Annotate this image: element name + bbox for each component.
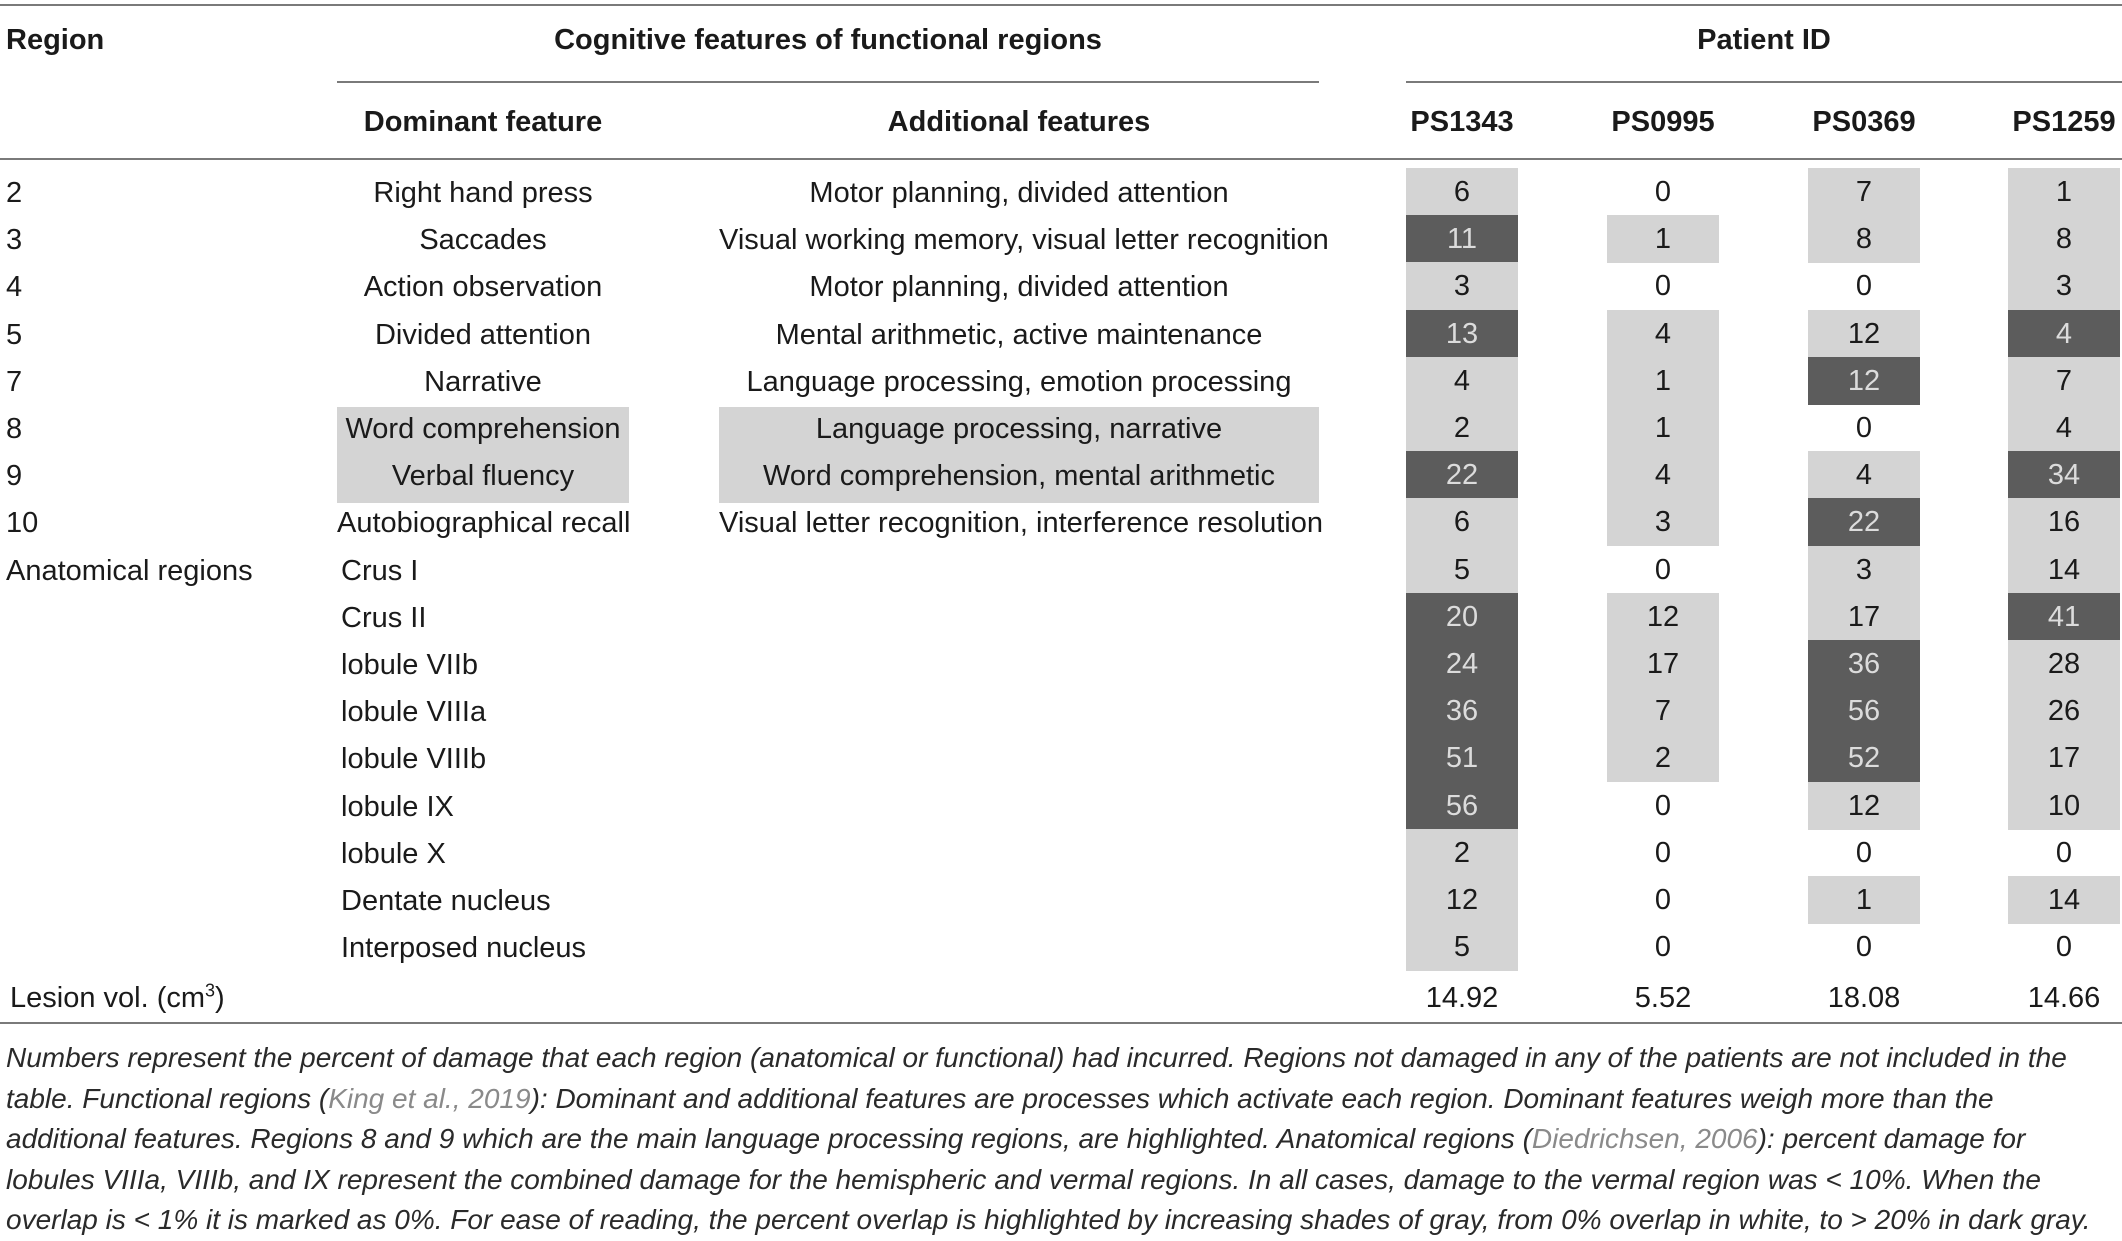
row-region: 9 <box>6 460 23 492</box>
row-region: 4 <box>6 271 23 303</box>
row-dominant: Saccades <box>419 224 547 256</box>
lesion-value: 14.92 <box>1425 982 1499 1014</box>
lesion-value: 14.66 <box>2027 982 2101 1014</box>
row-value: 0 <box>1855 931 1873 963</box>
row-additional: Motor planning, divided attention <box>809 271 1229 303</box>
lesion-value: 5.52 <box>1634 982 1692 1014</box>
row-value: 3 <box>2008 262 2120 310</box>
row-value: 17 <box>1607 640 1719 688</box>
row-value: 56 <box>1406 782 1518 830</box>
row-value: 4 <box>2008 310 2120 358</box>
row-value: 0 <box>1855 837 1873 869</box>
row-value: 36 <box>1406 687 1518 735</box>
row-value: 12 <box>1808 357 1920 405</box>
row-value: 10 <box>2008 782 2120 830</box>
row-value: 0 <box>1654 176 1672 208</box>
row-region: 10 <box>6 507 39 539</box>
row-value: 5 <box>1406 923 1518 971</box>
row-additional: Visual letter recognition, interference resolution <box>719 507 1323 539</box>
row-region: 5 <box>6 319 23 351</box>
row-value: 13 <box>1406 310 1518 358</box>
lesion-value: 18.08 <box>1827 982 1901 1014</box>
row-value: 0 <box>1855 412 1873 444</box>
row-additional: Word comprehension, mental arithmetic <box>762 460 1276 492</box>
row-value: 0 <box>1654 554 1672 586</box>
row-dominant: lobule VIIIb <box>341 743 487 775</box>
lesion-label-text: Lesion vol. (cm <box>10 982 206 1014</box>
row-additional: Mental arithmetic, active maintenance <box>775 319 1263 351</box>
row-dominant: Interposed nucleus <box>341 932 587 964</box>
row-additional: Language processing, emotion processing <box>746 366 1292 398</box>
patient-header-rule <box>1406 81 2122 83</box>
row-value: 52 <box>1808 734 1920 782</box>
header-bottom-rule <box>0 158 2122 160</box>
row-value: 6 <box>1406 168 1518 216</box>
row-value: 2 <box>1406 829 1518 877</box>
row-dominant: Crus I <box>341 555 419 587</box>
header-patient: PS0995 <box>1611 106 1715 138</box>
row-region: 8 <box>6 413 23 445</box>
table-bottom-rule <box>0 1022 2122 1024</box>
lesion-label-end: ) <box>215 982 225 1014</box>
row-value: 7 <box>1607 687 1719 735</box>
row-value: 1 <box>1808 876 1920 924</box>
row-value: 7 <box>1808 168 1920 216</box>
header-dominant: Dominant feature <box>363 106 603 138</box>
row-dominant: Narrative <box>424 366 542 398</box>
row-value: 5 <box>1406 546 1518 594</box>
row-additional: Motor planning, divided attention <box>809 177 1229 209</box>
row-value: 22 <box>1808 498 1920 546</box>
caption-ref-diedrichsen[interactable]: Diedrichsen, 2006 <box>1531 1123 1758 1154</box>
row-value: 17 <box>1808 593 1920 641</box>
row-value: 4 <box>1808 451 1920 499</box>
row-value: 6 <box>1406 498 1518 546</box>
row-dominant: lobule VIIIa <box>341 696 487 728</box>
row-value: 3 <box>1808 546 1920 594</box>
row-value: 12 <box>1406 876 1518 924</box>
row-value: 3 <box>1406 262 1518 310</box>
row-value: 11 <box>1406 215 1518 263</box>
row-region: 3 <box>6 224 23 256</box>
caption-part-2: ): Dominant and additional features are processes which activate each region. Dominant features weigh more than the additional features. Regions 8 and 9 which are the main language processing regions, are highlighted. Anatomical regions ( <box>6 1082 1994 1154</box>
row-value: 36 <box>1808 640 1920 688</box>
top-rule <box>0 4 2122 6</box>
row-dominant: Word comprehension <box>345 413 621 445</box>
row-value: 20 <box>1406 593 1518 641</box>
row-value: 0 <box>1855 270 1873 302</box>
row-dominant: Crus II <box>341 602 427 634</box>
row-value: 4 <box>1607 310 1719 358</box>
table-caption <box>6 1038 2116 1241</box>
row-value: 0 <box>1654 884 1672 916</box>
row-value: 56 <box>1808 687 1920 735</box>
caption-part-3: ): percent damage for lobules VIIIa, VIIIb, and IX represent the combined damage for the hemispheric and vermal regions. In all cases, damage to the vermal region was < 10%. When the overlap is < 1% it is marked as 0%. For ease of reading, the percent overlap is highlighted by increasing shades of gray, from 0% overlap in white, to > 20% in dark gray. <box>6 1123 2091 1235</box>
row-dominant: lobule VIIb <box>341 649 479 681</box>
row-value: 1 <box>1607 404 1719 452</box>
lesion-label <box>10 974 225 1022</box>
row-additional: Visual working memory, visual letter recognition <box>719 224 1329 256</box>
cognitive-header-rule <box>337 81 1319 83</box>
row-value: 2 <box>1406 404 1518 452</box>
row-value: 12 <box>1808 782 1920 830</box>
header-patient: PS1259 <box>2012 106 2116 138</box>
row-dominant: lobule X <box>341 838 446 870</box>
row-value: 0 <box>1654 837 1672 869</box>
row-value: 14 <box>2008 876 2120 924</box>
lesion-label-sup: 3 <box>205 980 216 1001</box>
row-region: 7 <box>6 366 23 398</box>
caption-part-1: Numbers represent the percent of damage that each region (anatomical or functional) had incurred. Regions not damaged in any of the patients are not included in the table. Functional regions ( <box>6 1042 2067 1114</box>
row-region: Anatomical regions <box>6 555 253 587</box>
row-value: 4 <box>1406 357 1518 405</box>
row-value: 0 <box>1654 270 1672 302</box>
row-value: 8 <box>2008 215 2120 263</box>
row-value: 12 <box>1607 593 1719 641</box>
row-value: 1 <box>1607 357 1719 405</box>
row-value: 2 <box>1607 734 1719 782</box>
row-value: 0 <box>2055 837 2073 869</box>
row-value: 14 <box>2008 546 2120 594</box>
row-dominant: Right hand press <box>373 177 593 209</box>
row-dominant: Autobiographical recall <box>337 507 631 539</box>
row-dominant: lobule IX <box>341 791 454 823</box>
header-cognitive: Cognitive features of functional regions <box>554 24 1102 56</box>
row-value: 4 <box>1607 451 1719 499</box>
row-value: 51 <box>1406 734 1518 782</box>
header-patient: PS1343 <box>1410 106 1514 138</box>
row-dominant: Dentate nucleus <box>341 885 551 917</box>
row-value: 16 <box>2008 498 2120 546</box>
row-dominant: Divided attention <box>374 319 592 351</box>
row-value: 0 <box>1654 790 1672 822</box>
row-value: 8 <box>1808 215 1920 263</box>
row-value: 3 <box>1607 498 1719 546</box>
row-value: 26 <box>2008 687 2120 735</box>
row-value: 41 <box>2008 593 2120 641</box>
row-value: 1 <box>2008 168 2120 216</box>
row-additional: Language processing, narrative <box>815 413 1223 445</box>
row-region: 2 <box>6 177 23 209</box>
row-value: 1 <box>1607 215 1719 263</box>
row-value: 4 <box>2008 404 2120 452</box>
header-patient: PS0369 <box>1812 106 1916 138</box>
row-value: 22 <box>1406 451 1518 499</box>
row-value: 34 <box>2008 451 2120 499</box>
row-dominant: Verbal fluency <box>391 460 575 492</box>
row-value: 7 <box>2008 357 2120 405</box>
row-value: 28 <box>2008 640 2120 688</box>
header-region: Region <box>6 24 105 56</box>
row-dominant: Action observation <box>363 271 603 303</box>
row-value: 24 <box>1406 640 1518 688</box>
row-value: 12 <box>1808 310 1920 358</box>
header-patient-id: Patient ID <box>1697 24 1831 56</box>
header-additional: Additional features <box>887 106 1151 138</box>
row-value: 0 <box>1654 931 1672 963</box>
row-value: 0 <box>2055 931 2073 963</box>
row-value: 17 <box>2008 734 2120 782</box>
caption-ref-king[interactable]: King et al., 2019 <box>328 1082 531 1114</box>
